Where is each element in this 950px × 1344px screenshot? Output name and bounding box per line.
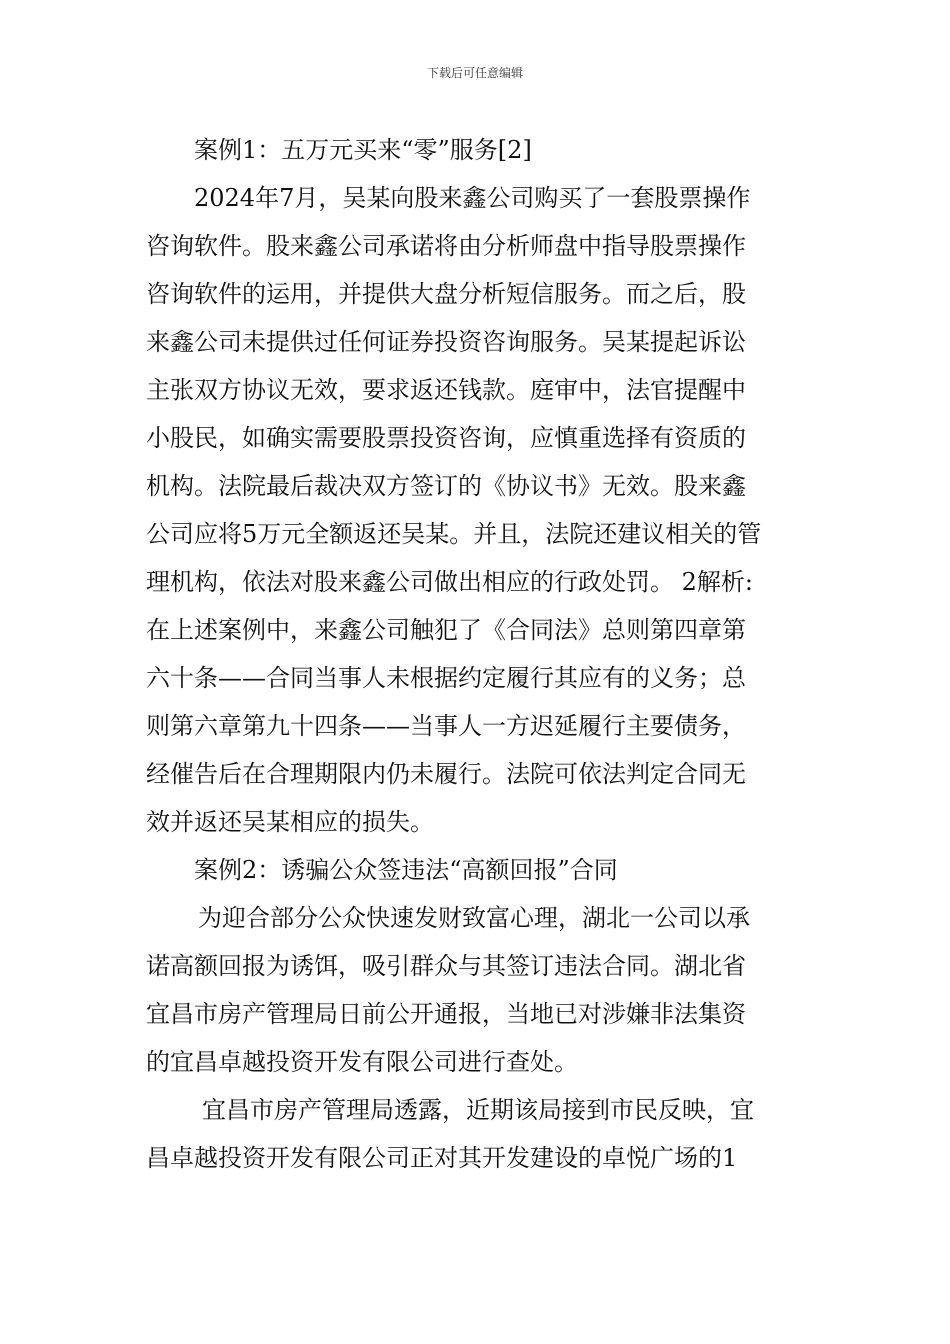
paragraph-line: 则第六章第九十四条——当事人一方迟延履行主要债务， — [146, 712, 746, 740]
paragraph-line: 主张双方协议无效，要求返还钱款。庭审中，法官提醒中 — [146, 376, 746, 404]
paragraph-line: 效并返还吴某相应的损失。 — [146, 808, 434, 836]
case-1-heading: 案例1：五万元买来“零”服务[2] — [194, 136, 532, 164]
document-body — [146, 126, 806, 1182]
paragraph-line: 咨询软件。股来鑫公司承诺将由分析师盘中指导股票操作 — [146, 232, 746, 260]
paragraph-line: 宜昌市房产管理局日前公开通报，当地已对涉嫌非法集资 — [146, 1000, 746, 1028]
paragraph-line: 机构。法院最后裁决双方签订的《协议书》无效。股来鑫 — [146, 472, 746, 500]
paragraph-line: 在上述案例中，来鑫公司触犯了《合同法》总则第四章第 — [146, 616, 746, 644]
paragraph-line: 小股民，如确实需要股票投资咨询，应慎重选择有资质的 — [146, 424, 746, 452]
paragraph-line: 经催告后在合理期限内仍未履行。法院可依法判定合同无 — [146, 760, 746, 788]
paragraph-line: 的宜昌卓越投资开发有限公司进行查处。 — [146, 1048, 578, 1076]
page-header-note: 下载后可任意编辑 — [426, 66, 523, 80]
paragraph-line: 2024年7月，吴某向股来鑫公司购买了一套股票操作 — [194, 184, 751, 212]
paragraph-line: 公司应将5万元全额返还吴某。并且，法院还建议相关的管 — [146, 520, 762, 548]
paragraph-line: 诺高额回报为诱饵，吸引群众与其签订违法合同。湖北省 — [146, 952, 746, 980]
paragraph-line: 六十条——合同当事人未根据约定履行其应有的义务；总 — [146, 664, 746, 692]
case-2-heading: 案例2：诱骗公众签违法“高额回报”合同 — [194, 856, 618, 884]
paragraph-line: 为迎合部分公众快速发财致富心理，湖北一公司以承 — [198, 904, 750, 932]
paragraph-line: 咨询软件的运用，并提供大盘分析短信服务。而之后，股 — [146, 280, 746, 308]
paragraph-line: 宜昌市房产管理局透露，近期该局接到市民反映，宜 — [202, 1096, 754, 1124]
paragraph-line: 理机构，依法对股来鑫公司做出相应的行政处罚。 2解析: — [146, 568, 753, 596]
paragraph-line: 来鑫公司未提供过任何证券投资咨询服务。吴某提起诉讼 — [146, 328, 746, 356]
paragraph-line: 昌卓越投资开发有限公司正对其开发建设的卓悦广场的1 — [146, 1144, 738, 1172]
